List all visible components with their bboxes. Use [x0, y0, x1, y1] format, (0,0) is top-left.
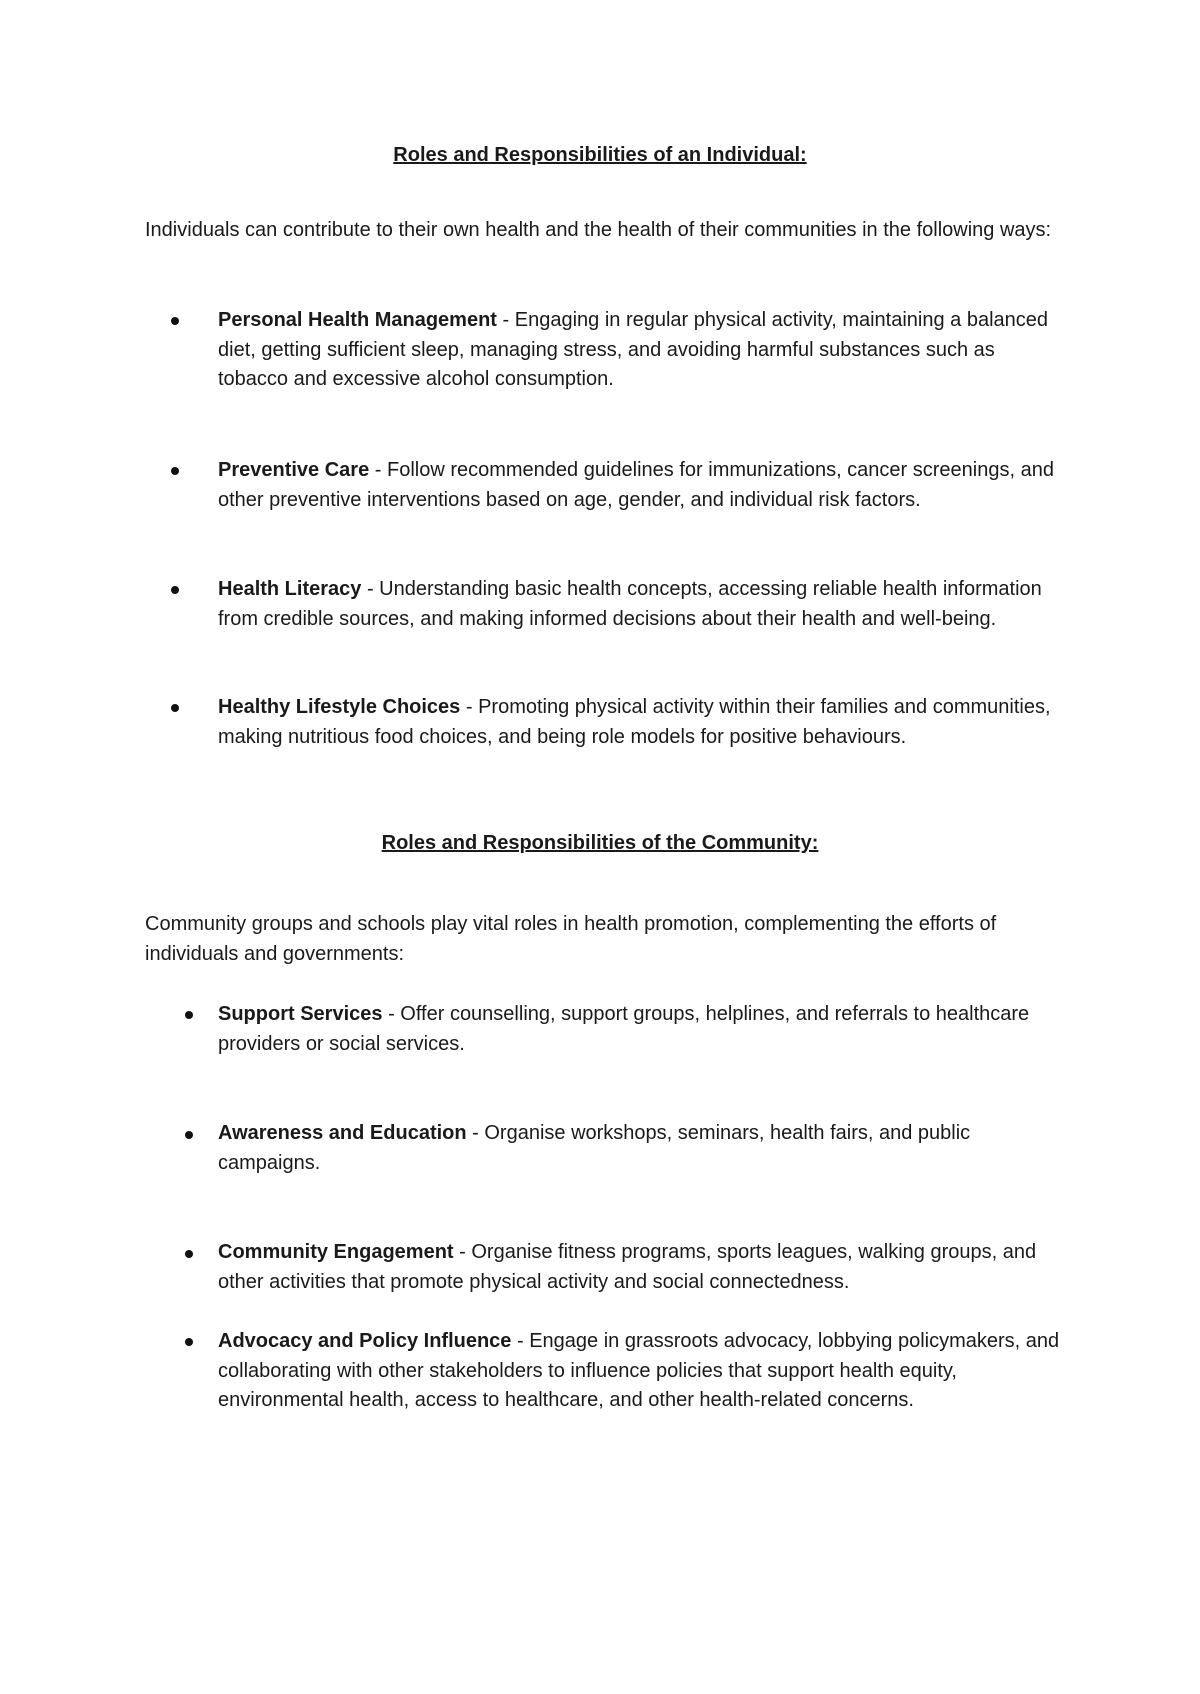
list-item: [218, 306, 1068, 395]
intro-paragraph-community: Community groups and schools play vital roles in health promotion, complementing the efforts of individuals and governments:: [145, 913, 997, 965]
list-item: [218, 1327, 1068, 1416]
list-item-text: - Offer counselling, support groups, helplines, and referrals to healthcare providers or social services.: [218, 1003, 1030, 1055]
list-item: [218, 1000, 1068, 1059]
list-item-term: Personal Health Management: [218, 309, 497, 331]
bullet-icon: [171, 704, 179, 712]
list-item-term: Support Services: [218, 1003, 383, 1025]
list-item: [218, 1238, 1068, 1297]
list-item-term: Healthy Lifestyle Choices: [218, 696, 461, 718]
bullet-icon: [185, 1131, 193, 1139]
intro-paragraph-individual: Individuals can contribute to their own health and the health of their communities in the following ways:: [145, 219, 1052, 241]
list-item-text: - Organise fitness programs, sports leagues, walking groups, and other activities that promote physical activity and social connectedness.: [218, 1241, 1037, 1293]
list-item: [218, 693, 1068, 752]
list-item-text: - Promoting physical activity within their families and communities, making nutritious food choices, and being role models for positive behaviours.: [218, 696, 1051, 748]
list-item-text: - Engage in grassroots advocacy, lobbying policymakers, and collaborating with other stakeholders to influence policies that support health equity, environmental health, access to healthcare, and other health-related concerns.: [218, 1330, 1060, 1411]
list-item-term: Community Engagement: [218, 1241, 454, 1263]
section-heading-individual: Roles and Responsibilities of an Individual:: [393, 144, 807, 166]
list-item-text: - Engaging in regular physical activity, maintaining a balanced diet, getting sufficient sleep, managing stress, and avoiding harmful substances such as tobacco and excessive alcohol consumption.: [218, 309, 1049, 390]
list-item: [218, 456, 1068, 515]
bullet-icon: [171, 317, 179, 325]
list-item: [218, 575, 1068, 634]
bullet-icon: [185, 1250, 193, 1258]
list-item-text: - Understanding basic health concepts, accessing reliable health information from credible sources, and making informed decisions about their health and well-being.: [218, 578, 1042, 630]
section-heading-community: Roles and Responsibilities of the Community:: [381, 832, 819, 854]
list-item: [218, 1119, 1068, 1178]
bullet-icon: [185, 1338, 193, 1346]
bullet-icon: [185, 1011, 193, 1019]
bullet-icon: [171, 467, 179, 475]
bullet-icon: [171, 586, 179, 594]
list-item-term: Awareness and Education: [218, 1122, 467, 1144]
list-item-text: - Follow recommended guidelines for immunizations, cancer screenings, and other preventive interventions based on age, gender, and individual risk factors.: [218, 459, 1054, 511]
list-item-term: Advocacy and Policy Influence: [218, 1330, 512, 1352]
list-item-term: Preventive Care: [218, 459, 370, 481]
list-item-text: - Organise workshops, seminars, health fairs, and public campaigns.: [218, 1122, 971, 1174]
list-item-term: Health Literacy: [218, 578, 362, 600]
